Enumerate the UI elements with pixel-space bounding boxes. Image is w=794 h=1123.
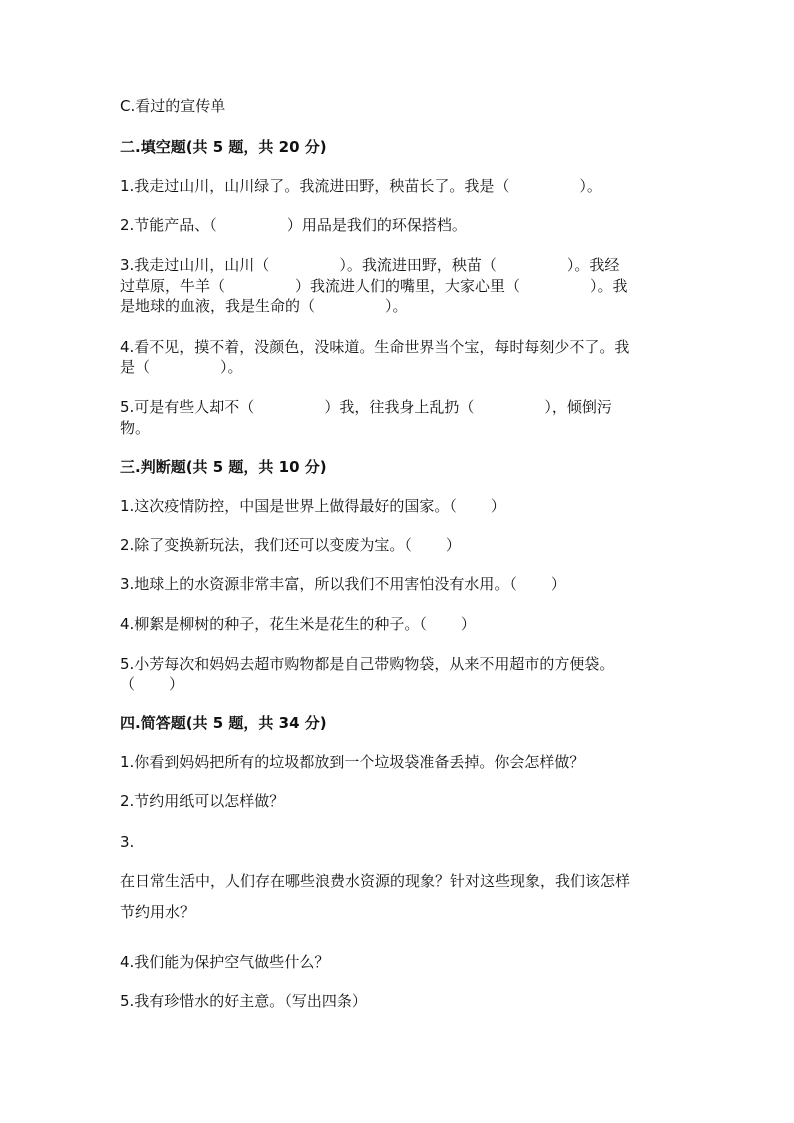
section-short-answer-heading: 四.简答题(共 5 题，共 34 分) bbox=[120, 714, 327, 732]
option-c: C.看过的宣传单 bbox=[120, 97, 226, 115]
fill-q3-line2: 过草原，牛羊（ ）我流进人们的嘴里，大家心里（ ）。我 bbox=[120, 277, 628, 295]
short-q3-line1: 在日常生活中，人们存在哪些浪费水资源的现象？针对这些现象，我们该怎样 bbox=[120, 872, 631, 890]
short-q1: 1.你看到妈妈把所有的垃圾都放到一个垃圾袋准备丢掉。你会怎样做？ bbox=[120, 753, 585, 771]
short-q4: 4.我们能为保护空气做些什么？ bbox=[120, 953, 330, 971]
short-q5: 5.我有珍惜水的好主意。（写出四条） bbox=[120, 992, 367, 1010]
short-q2: 2.节约用纸可以怎样做？ bbox=[120, 792, 285, 810]
fill-q3-line1: 3.我走过山川，山川（ ）。我流进田野，秧苗（ ）。我经 bbox=[120, 256, 620, 274]
fill-q5-line2: 物。 bbox=[120, 419, 151, 437]
fill-q4-line1: 4.看不见，摸不着，没颜色，没味道。生命世界当个宝，每时每刻少不了。我 bbox=[120, 338, 630, 356]
fill-q5-line1: 5.可是有些人却不（ ）我，往我身上乱扔（ ），倾倒污 bbox=[120, 398, 612, 416]
fill-q1: 1.我走过山川，山川绿了。我流进田野，秧苗长了。我是（ ）。 bbox=[120, 177, 602, 195]
judge-q5-line2: （ ） bbox=[120, 675, 185, 693]
fill-q4-line2: 是（ ）。 bbox=[120, 358, 243, 376]
section-judge-heading: 三.判断题(共 5 题，共 10 分) bbox=[120, 458, 327, 476]
judge-q3: 3.地球上的水资源非常丰富，所以我们不用害怕没有水用。（ ） bbox=[120, 575, 566, 593]
judge-q1: 1.这次疫情防控，中国是世界上做得最好的国家。（ ） bbox=[120, 497, 506, 515]
fill-q2: 2.节能产品、（ ）用品是我们的环保搭档。 bbox=[120, 216, 467, 234]
short-q3-line2: 节约用水？ bbox=[120, 903, 196, 921]
section-fill-blank-heading: 二.填空题(共 5 题，共 20 分) bbox=[120, 138, 327, 156]
fill-q3-line3: 是地球的血液，我是生命的（ ）。 bbox=[120, 297, 408, 315]
judge-q2: 2.除了变换新玩法，我们还可以变废为宝。（ ） bbox=[120, 536, 461, 554]
short-q3-number: 3. bbox=[120, 833, 135, 851]
judge-q5-line1: 5.小芳每次和妈妈去超市购物都是自己带购物袋，从来不用超市的方便袋。 bbox=[120, 655, 615, 673]
judge-q4: 4.柳絮是柳树的种子，花生米是花生的种子。（ ） bbox=[120, 615, 476, 633]
